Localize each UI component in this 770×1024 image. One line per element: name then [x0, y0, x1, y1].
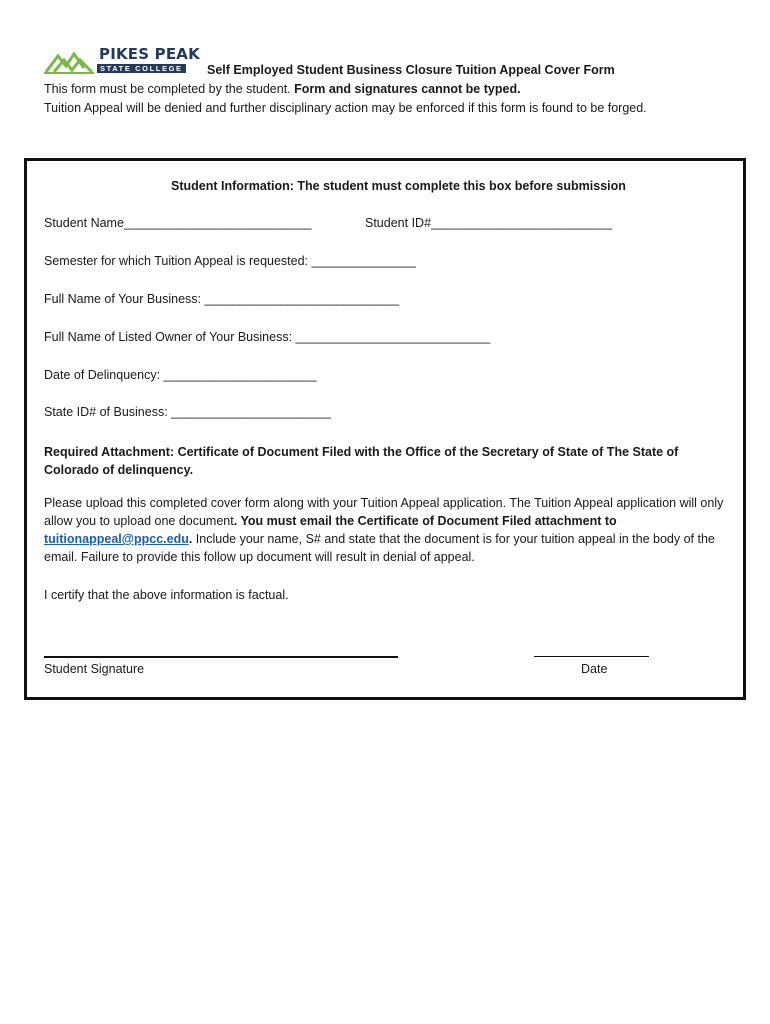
- student-name-field[interactable]: Student Name___________________________: [44, 216, 312, 230]
- upload-instructions: [44, 494, 734, 566]
- owner-name-field[interactable]: Full Name of Listed Owner of Your Business: ____________________________: [44, 330, 491, 344]
- state-id-field[interactable]: State ID# of Business: _______________________: [44, 405, 332, 419]
- required-attachment-note: Required Attachment: Certificate of Document Filed with the Office of the Secretary of State of The State of Colorado of delinquency.: [44, 445, 679, 477]
- logo-wordmark: PIKES PEAK: [99, 45, 200, 63]
- business-name-field[interactable]: Full Name of Your Business: ____________________________: [44, 292, 400, 306]
- upload-text-3: .: [188, 532, 193, 546]
- box-heading: Student Information: The student must complete this box before submission: [171, 179, 626, 193]
- certify-statement: I certify that the above information is factual.: [44, 588, 289, 602]
- college-logo: [44, 45, 200, 76]
- intro-line-1: [44, 82, 521, 96]
- delinquency-date-field[interactable]: Date of Delinquency: ______________________: [44, 368, 317, 382]
- signature-line[interactable]: [44, 656, 398, 658]
- signature-label: Student Signature: [44, 662, 145, 676]
- student-information-box: [24, 158, 746, 700]
- intro-line-2: Tuition Appeal will be denied and further disciplinary action may be enforced if this form is found to be forged.: [44, 101, 647, 115]
- date-line[interactable]: [534, 656, 649, 657]
- logo-subtitle: STATE COLLEGE: [97, 64, 186, 73]
- email-link[interactable]: tuitionappeal@ppcc.edu: [44, 532, 189, 546]
- upload-text-4: Include your name, S# and state that the document is for your tuition appeal in the body of the email. Failure to provide this follow up document will result in denial of appeal.: [44, 532, 715, 564]
- upload-text-2: . You must email the Certificate of Document Filed attachment to: [233, 514, 617, 528]
- student-id-field[interactable]: Student ID#__________________________: [365, 216, 612, 230]
- upload-text-1: Please upload this completed cover form along with your Tuition Appeal application. The Tuition Appeal application will only allow you to upload one document: [44, 496, 724, 528]
- date-label: Date: [581, 662, 608, 676]
- intro-warning: Form and signatures cannot be typed.: [294, 82, 521, 96]
- form-title: Self Employed Student Business Closure Tuition Appeal Cover Form: [207, 63, 615, 77]
- semester-field[interactable]: Semester for which Tuition Appeal is requested: _______________: [44, 254, 416, 268]
- mountain-logo-icon: [44, 48, 96, 74]
- intro-text: This form must be completed by the student.: [44, 82, 295, 96]
